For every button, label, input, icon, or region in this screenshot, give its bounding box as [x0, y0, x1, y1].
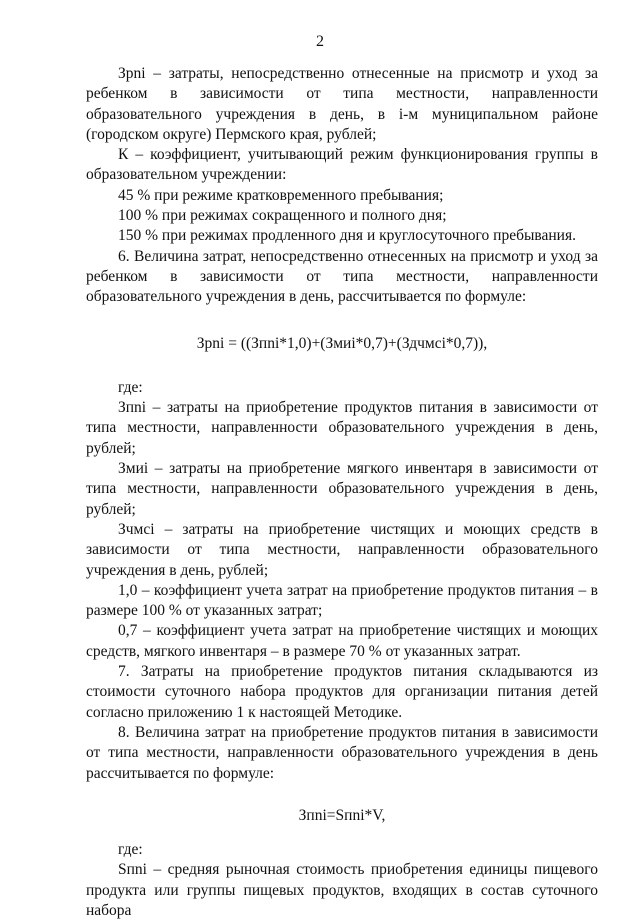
definition: 1,0 – коэффициент учета затрат на приобретение продуктов питания – в размере 100 % от указанных затрат; — [86, 581, 598, 620]
definition: Зпni – затраты на приобретение продуктов питания в зависимости от типа местности, направленности образовательного учреждения в день, рублей; — [86, 399, 598, 457]
paragraph: 150 % при режимах продленного дня и круглосуточного пребывания. — [118, 227, 576, 245]
paragraph: 45 % при режиме кратковременного пребывания; — [118, 186, 444, 204]
where-label: где: — [118, 841, 143, 859]
paragraph: 100 % при режимах сокращенного и полного дня; — [118, 207, 447, 225]
page-number: 2 — [316, 33, 324, 50]
paragraph: Зpni – затраты, непосредственно отнесенные на присмотр и уход за ребенком в зависимости от типа местности, направленности образовательного учреждения в день, в i-м муниципальном районе (городском округе) Пермского края, рублей; — [86, 65, 598, 143]
paragraph: К – коэффициент, учитывающий режим функционирования группы в образовательном учреждении: — [86, 146, 598, 184]
formula: Зpni = ((Зпni*1,0)+(Змиi*0,7)+(Здчмсi*0,7)), — [196, 334, 488, 352]
definition: 0,7 – коэффициент учета затрат на приобретение чистящих и моющих средств, мягкого инвентаря – в размере 70 % от указанных затрат. — [86, 622, 598, 660]
paragraph: 6. Величина затрат, непосредственно отнесенных на присмотр и уход за ребенком в зависимости от типа местности, направленности образовательного учреждения в день, рассчитывается по формуле: — [86, 247, 598, 306]
paragraph: 7. Затраты на приобретение продуктов питания складываются из стоимости суточного набора продуктов для организации питания детей согласно приложению 1 к настоящей Методике. — [86, 663, 598, 721]
definition: Sпni – средняя рыночная стоимость приобретения единицы пищевого продукта или группы пищевых продуктов, входящих в состав суточного набора — [86, 861, 598, 919]
where-label: где: — [118, 378, 143, 396]
definition: Змиi – затраты на приобретение мягкого инвентаря в зависимости от типа местности, направленности образовательного учреждения в день, рублей; — [86, 460, 598, 518]
definition: Зчмсi – затраты на приобретение чистящих и моющих средств в зависимости от типа местности, направленности образовательного учреждения в день, рублей; — [86, 520, 598, 579]
paragraph: 8. Величина затрат на приобретение продуктов питания в зависимости от типа местности, направленности образовательного учреждения в день рассчитывается по формуле: — [86, 723, 598, 782]
formula: Зпni=Sпni*V, — [298, 806, 386, 824]
document-body — [86, 64, 598, 921]
